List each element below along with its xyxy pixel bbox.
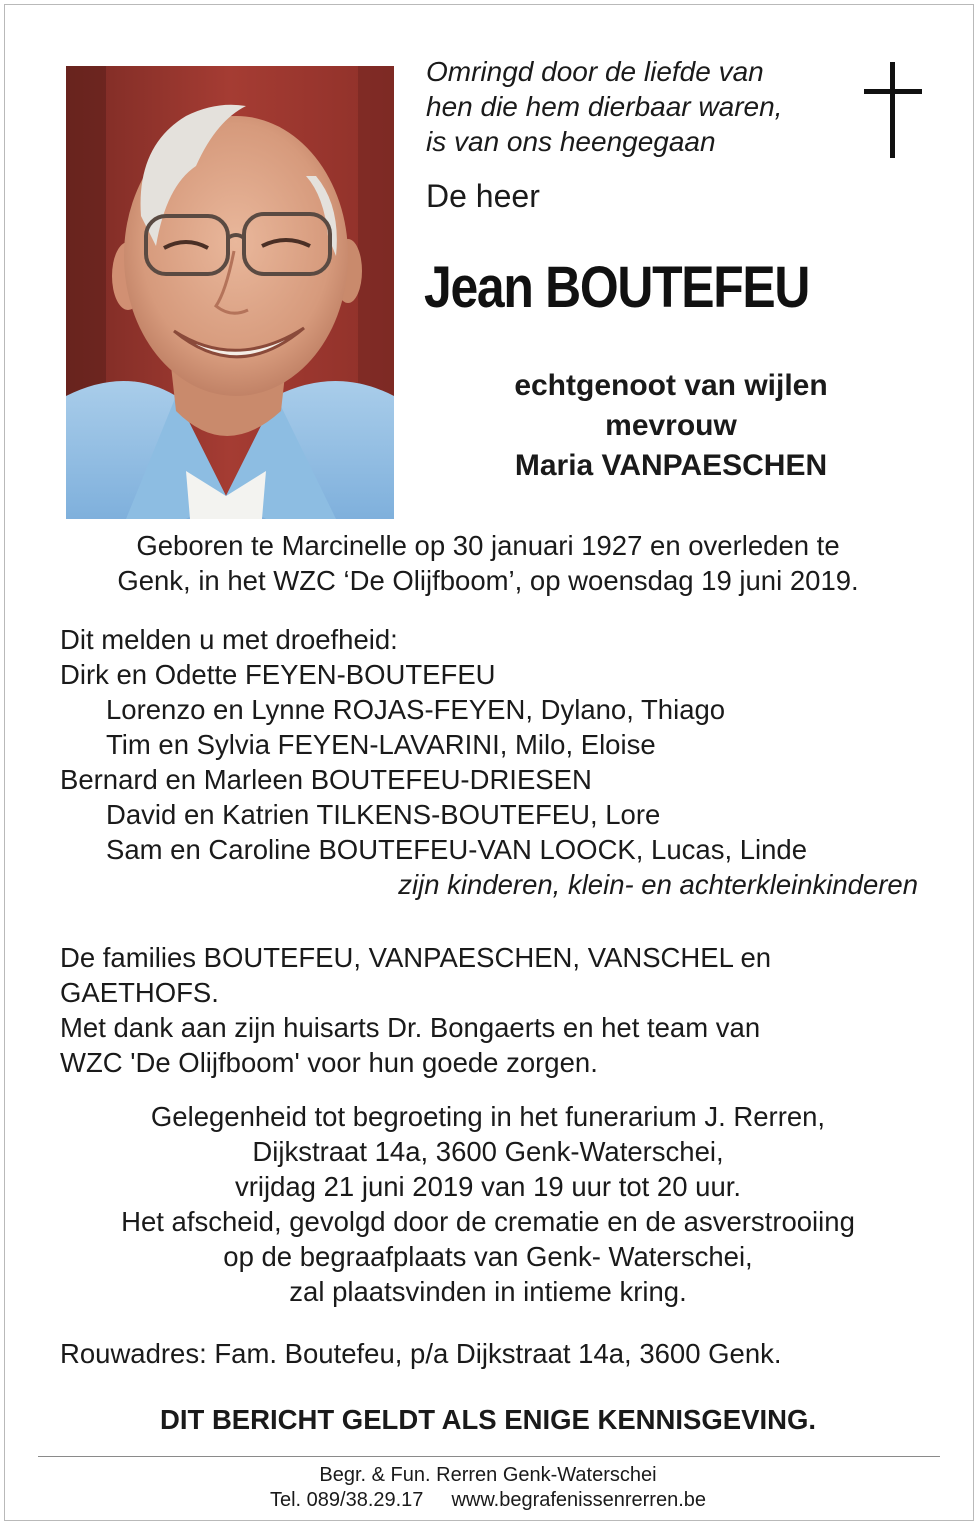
mourning-address: Rouwadres: Fam. Boutefeu, p/a Dijkstraat 14a, 3600 Genk. bbox=[60, 1338, 782, 1369]
spouse-line: echtgenoot van wijlen bbox=[514, 369, 828, 402]
contact-line bbox=[0, 1488, 976, 1513]
family-grandchild: David en Katrien TILKENS-BOUTEFEU, Lore bbox=[106, 799, 661, 830]
families-line: GAETHOFS. bbox=[60, 977, 219, 1008]
spouse-line: mevrouw bbox=[605, 409, 737, 442]
visitation-info bbox=[30, 1099, 946, 1309]
cross-icon bbox=[864, 62, 922, 158]
deceased-name: Jean BOUTEFEU bbox=[424, 255, 810, 320]
visitation-line: vrijdag 21 juni 2019 van 19 uur tot 20 uur. bbox=[234, 1171, 742, 1202]
family-member: Bernard en Marleen BOUTEFEU-DRIESEN bbox=[60, 764, 592, 795]
family-list bbox=[60, 622, 930, 902]
family-grandchild: Sam en Caroline BOUTEFEU-VAN LOOCK, Lucas, Linde bbox=[106, 834, 808, 865]
footer bbox=[0, 1463, 976, 1513]
birth-death-info bbox=[30, 528, 946, 598]
funeral-home-name: Begr. & Fun. Rerren Genk-Waterschei bbox=[319, 1464, 657, 1486]
website-link[interactable]: www.begrafenissenrerren.be bbox=[451, 1489, 707, 1511]
visitation-line: Gelegenheid tot begroeting in het funerarium J. Rerren, bbox=[150, 1101, 826, 1132]
spouse-name: Maria VANPAESCHEN bbox=[514, 449, 828, 482]
farewell-line: op de begraafplaats van Genk- Waterschei, bbox=[223, 1241, 753, 1272]
families-line: De families BOUTEFEU, VANPAESCHEN, VANSCHEL en bbox=[60, 942, 772, 973]
intro-text bbox=[426, 54, 846, 159]
honorific-title: De heer bbox=[426, 178, 540, 214]
visitation-line: Dijkstraat 14a, 3600 Genk-Waterschei, bbox=[252, 1136, 724, 1167]
spouse-block bbox=[440, 366, 902, 486]
portrait-photo bbox=[66, 66, 394, 519]
family-member: Dirk en Odette FEYEN-BOUTEFEU bbox=[60, 659, 496, 690]
farewell-line: Het afscheid, gevolgd door de crematie en de asverstrooiing bbox=[121, 1206, 855, 1237]
families-and-thanks bbox=[60, 940, 930, 1080]
family-role: zijn kinderen, klein- en achterkleinkinderen bbox=[398, 869, 918, 900]
intro-line: Omringd door de liefde van bbox=[426, 56, 764, 87]
footer-divider bbox=[38, 1456, 940, 1457]
thanks-line: Met dank aan zijn huisarts Dr. Bongaerts en het team van bbox=[60, 1012, 761, 1043]
intro-line: hen die hem dierbaar waren, bbox=[426, 91, 783, 122]
thanks-line: WZC 'De Olijfboom' voor hun goede zorgen. bbox=[60, 1047, 598, 1078]
intro-line: is van ons heengegaan bbox=[426, 126, 716, 157]
birth-line: Geboren te Marcinelle op 30 januari 1927 en overleden te bbox=[136, 530, 840, 561]
family-heading: Dit melden u met droefheid: bbox=[60, 624, 398, 655]
farewell-line: zal plaatsvinden in intieme kring. bbox=[289, 1276, 687, 1307]
family-grandchild: Tim en Sylvia FEYEN-LAVARINI, Milo, Eloise bbox=[106, 729, 656, 760]
family-grandchild: Lorenzo en Lynne ROJAS-FEYEN, Dylano, Thiago bbox=[106, 694, 726, 725]
phone-number: Tel. 089/38.29.17 bbox=[269, 1489, 424, 1511]
death-line: Genk, in het WZC ‘De Olijfboom’, op woensdag 19 juni 2019. bbox=[117, 565, 859, 596]
official-notice: DIT BERICHT GELDT ALS ENIGE KENNISGEVING. bbox=[160, 1404, 816, 1435]
